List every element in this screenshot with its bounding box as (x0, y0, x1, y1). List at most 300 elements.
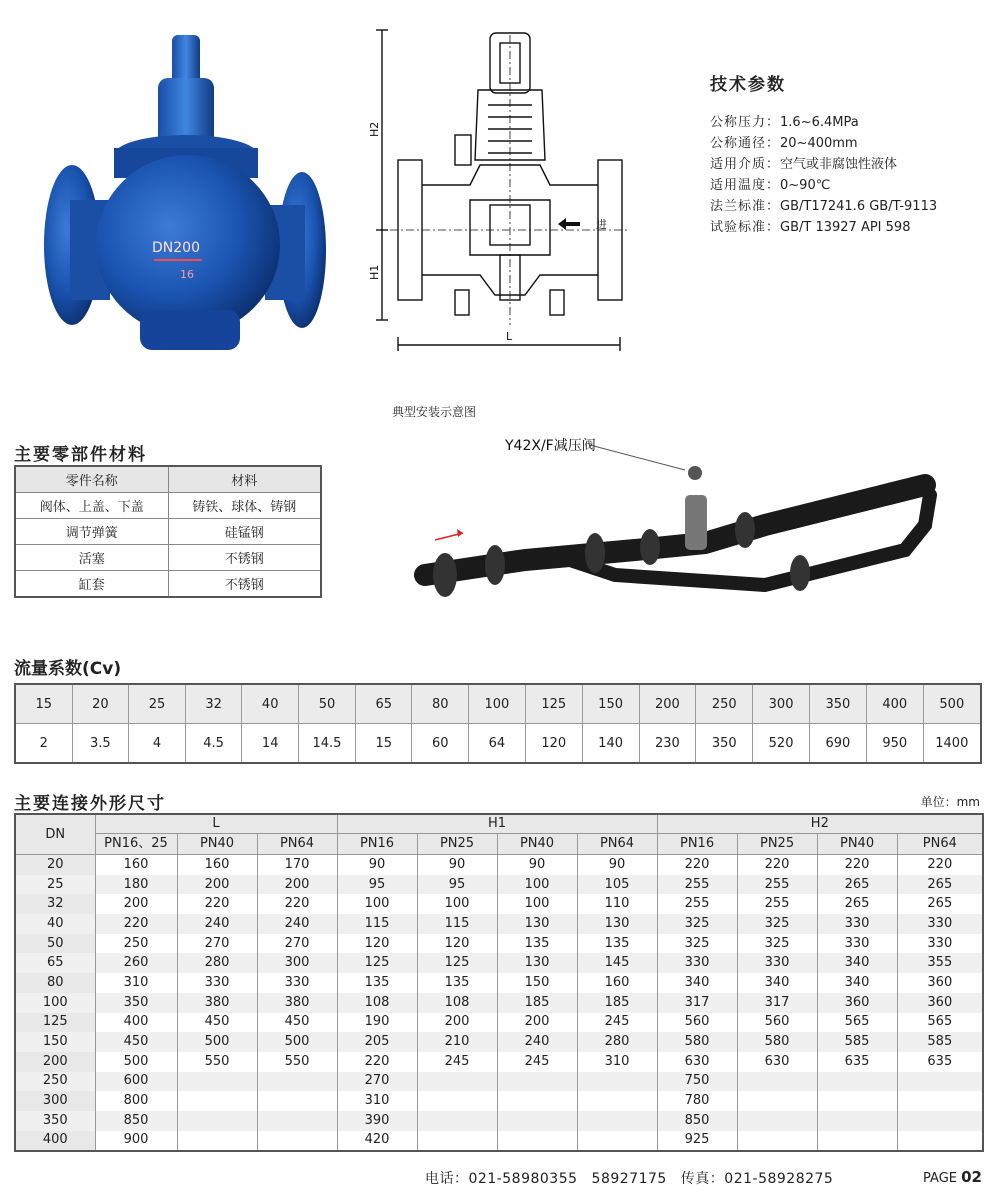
dimension-cell: 500 (95, 1052, 177, 1072)
dimension-cell: 190 (337, 1013, 417, 1033)
cv-dn-cell: 125 (525, 684, 582, 724)
cv-dn-cell: 32 (185, 684, 242, 724)
dimension-cell: 160 (177, 855, 257, 875)
dimension-cell: 635 (817, 1052, 897, 1072)
dimension-cell: 585 (817, 1032, 897, 1052)
column-header: 材料 (168, 466, 321, 493)
footer-contact (425, 1168, 833, 1188)
dimension-cell: 360 (897, 993, 983, 1013)
dimension-cell (257, 1111, 337, 1131)
dimension-cell: 200 (417, 1013, 497, 1033)
cv-value-cell: 4.5 (185, 724, 242, 764)
dimension-cell: 600 (95, 1072, 177, 1092)
dimension-cell: 250 (95, 934, 177, 954)
dimension-cell: 135 (577, 934, 657, 954)
cv-dn-cell: 80 (412, 684, 469, 724)
tech-param-row (710, 175, 937, 196)
dimension-cell: 90 (337, 855, 417, 875)
dimension-cell (177, 1072, 257, 1092)
table-row (15, 1013, 983, 1033)
install-diagram-caption: 典型安装示意图 (392, 405, 477, 419)
dimension-cell (737, 1111, 817, 1131)
table-row (15, 914, 983, 934)
cv-dn-row (15, 684, 981, 724)
tech-param-value: GB/T17241.6 GB/T-9113 (780, 199, 938, 214)
dimension-cell (177, 1111, 257, 1131)
dimension-cell: 180 (95, 875, 177, 895)
tech-param-label: 适用温度： (710, 178, 781, 193)
cv-value-cell: 120 (525, 724, 582, 764)
dimension-cell: 245 (577, 1013, 657, 1033)
tech-params-title: 技术参数 (710, 75, 786, 95)
dimension-cell: 108 (337, 993, 417, 1013)
cv-value-cell: 520 (753, 724, 810, 764)
dimension-cell: 100 (497, 875, 577, 895)
tech-param-label: 公称通径： (710, 136, 781, 151)
group-header-h2: H2 (657, 814, 983, 834)
cv-table (14, 683, 982, 764)
dimension-cell: 630 (657, 1052, 737, 1072)
dn-cell: 200 (15, 1052, 95, 1072)
dimension-cell: 350 (95, 993, 177, 1013)
dimension-cell (257, 1072, 337, 1092)
dimension-cell: 205 (337, 1032, 417, 1052)
tech-param-row (710, 133, 937, 154)
dimension-cell: 90 (577, 855, 657, 875)
tel-label: 电话： (425, 1171, 469, 1187)
dimension-cell: 925 (657, 1131, 737, 1152)
dn-cell: 150 (15, 1032, 95, 1052)
h1-label: H1 (368, 264, 381, 280)
dimension-cell: 585 (897, 1032, 983, 1052)
dimension-cell: 100 (417, 894, 497, 914)
part-name: 阀体、上盖、下盖 (15, 493, 168, 519)
dimension-cell: 245 (497, 1052, 577, 1072)
dimension-cell: 340 (817, 973, 897, 993)
dimension-cell: 115 (337, 914, 417, 934)
part-name: 缸套 (15, 571, 168, 598)
cv-dn-cell: 250 (696, 684, 753, 724)
part-material: 不锈钢 (168, 571, 321, 598)
dimension-cell: 240 (177, 914, 257, 934)
dimension-cell: 325 (657, 934, 737, 954)
dn-cell: 400 (15, 1131, 95, 1152)
dimension-cell: 565 (817, 1013, 897, 1033)
tech-param-row (710, 217, 937, 238)
dimension-cell (497, 1072, 577, 1092)
dimension-cell: 200 (177, 875, 257, 895)
dimension-cell: 330 (177, 973, 257, 993)
table-row (15, 934, 983, 954)
dimension-cell (897, 1072, 983, 1092)
dimension-cell: 220 (177, 894, 257, 914)
dimension-cell: 265 (817, 875, 897, 895)
dimension-cell (417, 1091, 497, 1111)
dimension-cell: 125 (337, 953, 417, 973)
tech-param-value: 20~400mm (780, 136, 858, 151)
dimension-cell: 280 (577, 1032, 657, 1052)
table-row (15, 493, 321, 519)
dimension-cell: 265 (897, 894, 983, 914)
dimension-cell: 900 (95, 1131, 177, 1152)
dimension-cell (577, 1091, 657, 1111)
dimension-cell (497, 1131, 577, 1152)
dimension-cell: 108 (417, 993, 497, 1013)
part-name: 活塞 (15, 545, 168, 571)
dimension-cell (577, 1131, 657, 1152)
page-num: 02 (961, 1168, 982, 1186)
dimension-cell: 130 (497, 914, 577, 934)
tech-params-list (710, 112, 937, 238)
dimension-cell: 260 (95, 953, 177, 973)
dimension-cell: 95 (337, 875, 417, 895)
dimension-cell: 255 (657, 875, 737, 895)
dimension-cell: 317 (657, 993, 737, 1013)
page-word: PAGE (923, 1171, 957, 1186)
dimension-cell: 635 (897, 1052, 983, 1072)
dn-cell: 300 (15, 1091, 95, 1111)
part-material: 铸铁、球体、铸钢 (168, 493, 321, 519)
cv-value-cell: 3.5 (72, 724, 129, 764)
pressure-class-header: PN64 (257, 834, 337, 855)
cv-value-cell: 350 (696, 724, 753, 764)
tech-param-value: 1.6~6.4MPa (780, 115, 859, 130)
dimension-cell: 220 (817, 855, 897, 875)
dimension-cell: 220 (95, 914, 177, 934)
dimension-cell: 120 (417, 934, 497, 954)
cv-dn-cell: 25 (129, 684, 186, 724)
dn-cell: 80 (15, 973, 95, 993)
dimension-cell: 130 (497, 953, 577, 973)
cv-value-cell: 950 (866, 724, 923, 764)
dimension-cell: 330 (817, 914, 897, 934)
materials-title: 主要零部件材料 (14, 445, 147, 465)
dimension-cell (257, 1131, 337, 1152)
dimension-cell: 200 (95, 894, 177, 914)
table-header-row (15, 466, 321, 493)
pressure-class-header: PN64 (897, 834, 983, 855)
dimensions-title: 主要连接外形尺寸 (14, 794, 166, 814)
dn-cell: 65 (15, 953, 95, 973)
group-header-l: L (95, 814, 337, 834)
l-label: L (506, 330, 513, 343)
dimension-cell: 105 (577, 875, 657, 895)
photo-mark-text: 16 (180, 268, 194, 281)
dimension-cell: 565 (897, 1013, 983, 1033)
dimension-cell: 100 (497, 894, 577, 914)
dimension-cell: 330 (737, 953, 817, 973)
cv-value-cell: 2 (15, 724, 72, 764)
cv-value-row (15, 724, 981, 764)
dimension-cell (817, 1131, 897, 1152)
tel-number: 021-58980355 (468, 1171, 578, 1187)
tech-param-label: 公称压力： (710, 115, 781, 130)
dimension-cell: 550 (257, 1052, 337, 1072)
dimension-cell: 560 (657, 1013, 737, 1033)
table-row (15, 571, 321, 598)
pressure-class-header: PN16、25 (95, 834, 177, 855)
dimension-cell: 450 (95, 1032, 177, 1052)
fax-label: 传真： (680, 1171, 725, 1187)
table-row (15, 993, 983, 1013)
dn-cell: 100 (15, 993, 95, 1013)
dimension-cell (737, 1072, 817, 1092)
dimension-cell (737, 1091, 817, 1111)
dimension-cell: 630 (737, 1052, 817, 1072)
cv-value-cell: 60 (412, 724, 469, 764)
dimension-cell: 360 (897, 973, 983, 993)
cv-dn-cell: 100 (469, 684, 526, 724)
page-number (923, 1168, 982, 1186)
dn-cell: 125 (15, 1013, 95, 1033)
dimension-cell: 120 (337, 934, 417, 954)
dimension-cell: 240 (257, 914, 337, 934)
dimension-cell: 110 (577, 894, 657, 914)
dimension-cell: 245 (417, 1052, 497, 1072)
table-row (15, 1111, 983, 1131)
dimension-cell (817, 1091, 897, 1111)
cv-value-cell: 14 (242, 724, 299, 764)
dimensions-table (14, 813, 984, 1152)
dimension-cell (817, 1111, 897, 1131)
tech-param-label: 试验标准： (710, 220, 781, 235)
dimension-cell (177, 1091, 257, 1111)
dimension-cell: 270 (177, 934, 257, 954)
valve-photo (30, 30, 330, 360)
dimension-cell: 160 (95, 855, 177, 875)
fax-number: 021-58928275 (724, 1171, 834, 1187)
table-header-row (15, 814, 983, 834)
part-name: 调节弹簧 (15, 519, 168, 545)
dimension-cell: 420 (337, 1131, 417, 1152)
dimension-cell: 300 (257, 953, 337, 973)
dimension-cell (417, 1111, 497, 1131)
tech-param-row (710, 112, 937, 133)
dimension-cell (417, 1072, 497, 1092)
dimension-cell (177, 1131, 257, 1152)
dimension-cell: 265 (897, 875, 983, 895)
dimension-cell: 325 (657, 914, 737, 934)
valve-cross-section-drawing (360, 25, 640, 355)
cv-dn-cell: 350 (809, 684, 866, 724)
table-subheader-row (15, 834, 983, 855)
dimension-cell: 220 (657, 855, 737, 875)
cv-dn-cell: 20 (72, 684, 129, 724)
dimension-cell: 580 (657, 1032, 737, 1052)
pressure-class-header: PN40 (177, 834, 257, 855)
pressure-class-header: PN16 (337, 834, 417, 855)
dn-cell: 25 (15, 875, 95, 895)
dn-cell: 40 (15, 914, 95, 934)
cv-dn-cell: 50 (298, 684, 355, 724)
dn-cell: 250 (15, 1072, 95, 1092)
dimension-cell: 380 (257, 993, 337, 1013)
dimension-cell: 330 (657, 953, 737, 973)
tech-param-value: 空气或非腐蚀性液体 (780, 157, 898, 172)
dimension-cell: 200 (497, 1013, 577, 1033)
table-row (15, 855, 983, 875)
pressure-class-header: PN64 (577, 834, 657, 855)
dimension-cell: 325 (737, 934, 817, 954)
cv-dn-cell: 15 (15, 684, 72, 724)
dimension-cell: 400 (95, 1013, 177, 1033)
dimension-cell: 115 (417, 914, 497, 934)
dimension-cell: 580 (737, 1032, 817, 1052)
dimension-cell: 150 (497, 973, 577, 993)
dimension-cell: 325 (737, 914, 817, 934)
dn-header: DN (15, 814, 95, 855)
dn-cell: 350 (15, 1111, 95, 1131)
install-diagram (405, 425, 950, 620)
dimension-cell: 145 (577, 953, 657, 973)
dimension-cell (577, 1111, 657, 1131)
table-row (15, 1072, 983, 1092)
dimension-cell (897, 1111, 983, 1131)
dimension-cell: 550 (177, 1052, 257, 1072)
photo-size-text: DN200 (152, 240, 200, 256)
dimension-cell: 90 (497, 855, 577, 875)
dn-cell: 20 (15, 855, 95, 875)
dimension-cell: 780 (657, 1091, 737, 1111)
table-row (15, 875, 983, 895)
dimension-cell: 95 (417, 875, 497, 895)
cv-dn-cell: 65 (355, 684, 412, 724)
dimension-cell: 800 (95, 1091, 177, 1111)
table-row (15, 1052, 983, 1072)
dimension-cell: 270 (257, 934, 337, 954)
dimension-cell: 330 (257, 973, 337, 993)
dimension-cell (897, 1131, 983, 1152)
dimension-cell: 750 (657, 1072, 737, 1092)
valve-callout-label: Y42X/F减压阀 (505, 438, 596, 454)
cv-value-cell: 1400 (923, 724, 981, 764)
dimension-cell (897, 1091, 983, 1111)
dimension-cell: 390 (337, 1111, 417, 1131)
dimension-cell: 255 (737, 894, 817, 914)
dimension-cell: 220 (257, 894, 337, 914)
table-row (15, 1032, 983, 1052)
dimension-cell: 160 (577, 973, 657, 993)
dimension-cell (497, 1111, 577, 1131)
dimension-cell: 330 (817, 934, 897, 954)
dimension-cell: 355 (897, 953, 983, 973)
part-material: 硅锰钢 (168, 519, 321, 545)
dimension-cell: 100 (337, 894, 417, 914)
dimension-cell: 450 (177, 1013, 257, 1033)
dimension-cell: 200 (257, 875, 337, 895)
cv-dn-cell: 500 (923, 684, 981, 724)
group-header-h1: H1 (337, 814, 657, 834)
cv-dn-cell: 200 (639, 684, 696, 724)
inlet-label: 进 (596, 218, 607, 231)
dimension-cell: 850 (95, 1111, 177, 1131)
pressure-class-header: PN25 (417, 834, 497, 855)
dimension-cell (817, 1072, 897, 1092)
pressure-class-header: PN25 (737, 834, 817, 855)
pressure-class-header: PN40 (817, 834, 897, 855)
dimension-cell: 135 (497, 934, 577, 954)
dimension-cell (577, 1072, 657, 1092)
tel-number-2: 58927175 (591, 1171, 667, 1187)
table-row (15, 973, 983, 993)
dimension-cell: 185 (577, 993, 657, 1013)
cv-value-cell: 230 (639, 724, 696, 764)
dimension-cell: 450 (257, 1013, 337, 1033)
dimension-cell: 135 (417, 973, 497, 993)
dimension-cell: 500 (257, 1032, 337, 1052)
dimension-cell: 255 (657, 894, 737, 914)
cv-dn-cell: 400 (866, 684, 923, 724)
cv-value-cell: 64 (469, 724, 526, 764)
dimension-cell: 240 (497, 1032, 577, 1052)
dimension-cell: 170 (257, 855, 337, 875)
cv-dn-cell: 150 (582, 684, 639, 724)
unit-label: 单位：mm (920, 795, 980, 809)
dimension-cell: 380 (177, 993, 257, 1013)
table-row (15, 894, 983, 914)
dimension-cell: 125 (417, 953, 497, 973)
column-header: 零件名称 (15, 466, 168, 493)
dimension-cell: 330 (897, 914, 983, 934)
cv-value-cell: 690 (809, 724, 866, 764)
dimension-cell: 135 (337, 973, 417, 993)
dimension-cell: 210 (417, 1032, 497, 1052)
pressure-class-header: PN16 (657, 834, 737, 855)
pressure-class-header: PN40 (497, 834, 577, 855)
table-row (15, 545, 321, 571)
cv-value-cell: 140 (582, 724, 639, 764)
dimension-cell: 310 (95, 973, 177, 993)
cv-value-cell: 15 (355, 724, 412, 764)
dimension-cell: 220 (337, 1052, 417, 1072)
dimension-cell: 90 (417, 855, 497, 875)
table-row (15, 1131, 983, 1152)
table-row (15, 519, 321, 545)
dimension-cell: 340 (657, 973, 737, 993)
dimension-cell: 265 (817, 894, 897, 914)
cv-value-cell: 14.5 (298, 724, 355, 764)
dimension-cell: 130 (577, 914, 657, 934)
dimension-cell: 270 (337, 1072, 417, 1092)
dimension-cell: 340 (737, 973, 817, 993)
tech-param-row (710, 196, 937, 217)
dimension-cell: 850 (657, 1111, 737, 1131)
part-material: 不锈钢 (168, 545, 321, 571)
materials-table (14, 465, 322, 598)
table-row (15, 1091, 983, 1111)
dimension-cell (417, 1131, 497, 1152)
dn-cell: 32 (15, 894, 95, 914)
dimension-cell: 360 (817, 993, 897, 1013)
cv-dn-cell: 300 (753, 684, 810, 724)
dimension-cell (737, 1131, 817, 1152)
tech-param-value: 0~90℃ (780, 178, 831, 193)
dimension-cell: 255 (737, 875, 817, 895)
dimension-cell (257, 1091, 337, 1111)
cv-title: 流量系数(Cv) (14, 659, 122, 679)
tech-param-label: 法兰标准： (710, 199, 781, 214)
cv-dn-cell: 40 (242, 684, 299, 724)
dimension-cell: 185 (497, 993, 577, 1013)
dimension-cell: 310 (337, 1091, 417, 1111)
dn-cell: 50 (15, 934, 95, 954)
dimension-cell (497, 1091, 577, 1111)
cv-value-cell: 4 (129, 724, 186, 764)
tech-param-label: 适用介质： (710, 157, 781, 172)
h2-label: H2 (368, 121, 381, 137)
table-row (15, 953, 983, 973)
tech-param-row (710, 154, 937, 175)
